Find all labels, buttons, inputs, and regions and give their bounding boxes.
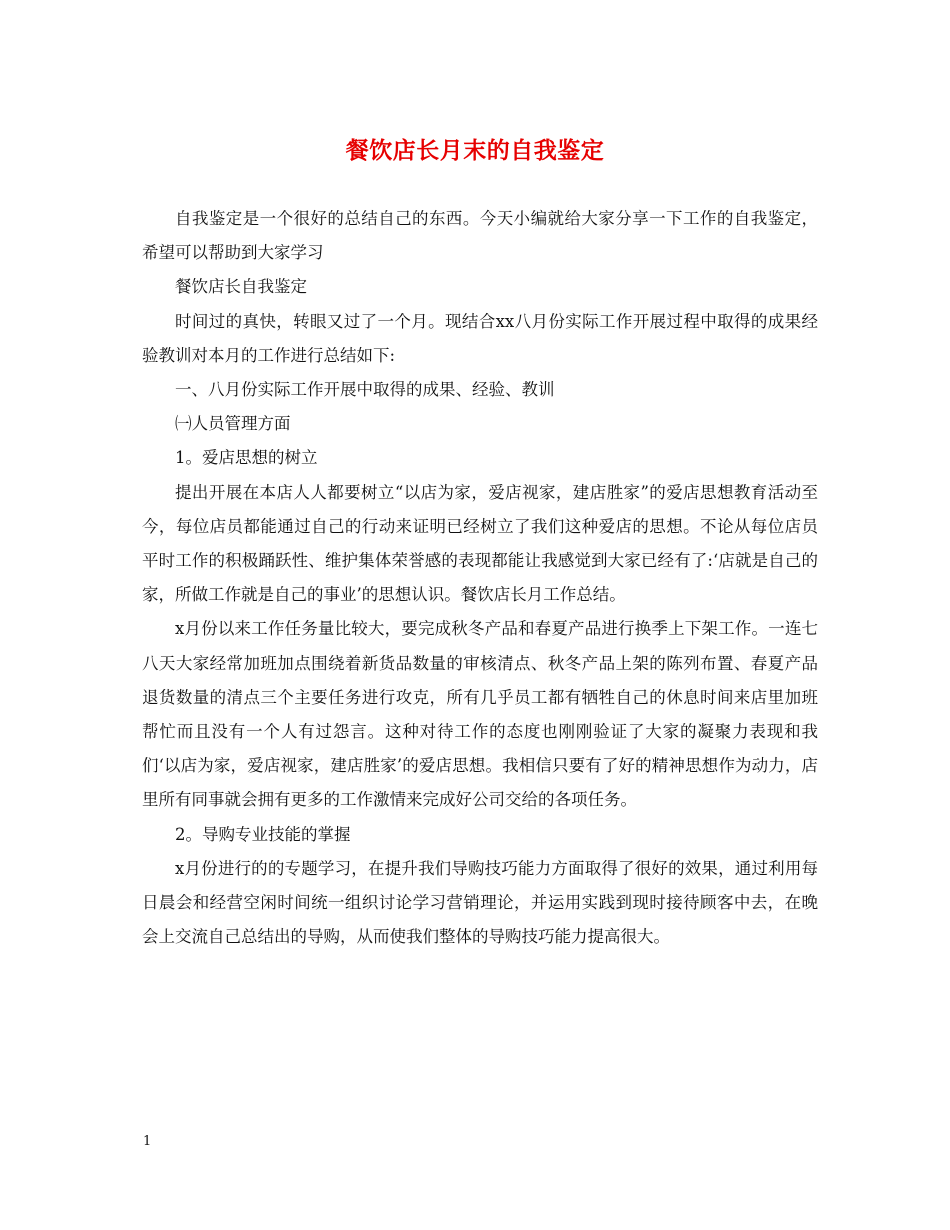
- paragraph-store-spirit: 提出开展在本店人人都要树立“以店为家，爱店视家，建店胜家”的爱店思想教育活动至今，每位店员都能通过自己的行动来证明已经树立了我们这种爱店的思想。不论从每位店员平时工作的积极踊跃性、维护集体荣誉感的表现都能让我感觉到大家已经有了:‘店就是自己的家，所做工作就是自己的事业’的思想认识。餐饮店长月工作总结。: [142, 482, 818, 605]
- paragraph-sales-skills: x月份进行的的专题学习，在提升我们导购技巧能力方面取得了很好的效果，通过利用每日晨会和经营空闲时间统一组织讨论学习营销理论，并运用实践到现时接待顾客中去，在晚会上交流自己总结出的导购，从而使我们整体的导购技巧能力提高很大。: [142, 858, 818, 947]
- item-heading-1: 1。爱店思想的树立: [175, 448, 318, 468]
- document-body: [142, 202, 818, 954]
- paragraph-intro: 自我鉴定是一个很好的总结自己的东西。今天小编就给大家分享一下工作的自我鉴定，希望可以帮助到大家学习: [142, 209, 818, 263]
- page-number: 1: [143, 1134, 152, 1149]
- section-heading-1: 一、八月份实际工作开展中取得的成果、经验、教训: [175, 380, 555, 400]
- paragraph-workload: x月份以来工作任务量比较大，要完成秋冬产品和春夏产品进行换季上下架工作。一连七八天大家经常加班加点围绕着新货品数量的审核清点、秋冬产品上架的陈列布置、春夏产品退货数量的清点三个主要任务进行攻克，所有几乎员工都有牺牲自己的休息时间来店里加班帮忙而且没有一个人有过怨言。这种对待工作的态度也刚刚验证了大家的凝聚力表现和我们‘以店为家，爱店视家，建店胜家’的爱店思想。我相信只要有了好的精神思想作为动力，店里所有同事就会拥有更多的工作激情来完成好公司交给的各项任务。: [142, 619, 818, 810]
- paragraph-opening: 时间过的真快，转眼又过了一个月。现结合xx八月份实际工作开展过程中取得的成果经验教训对本月的工作进行总结如下:: [142, 311, 818, 365]
- document-title: 餐饮店长月末的自我鉴定: [345, 137, 605, 164]
- item-heading-2: 2。导购专业技能的掌握: [175, 824, 351, 844]
- subsection-heading-staff: ㈠人员管理方面: [175, 414, 291, 434]
- paragraph-subtitle: 餐饮店长自我鉴定: [175, 277, 307, 297]
